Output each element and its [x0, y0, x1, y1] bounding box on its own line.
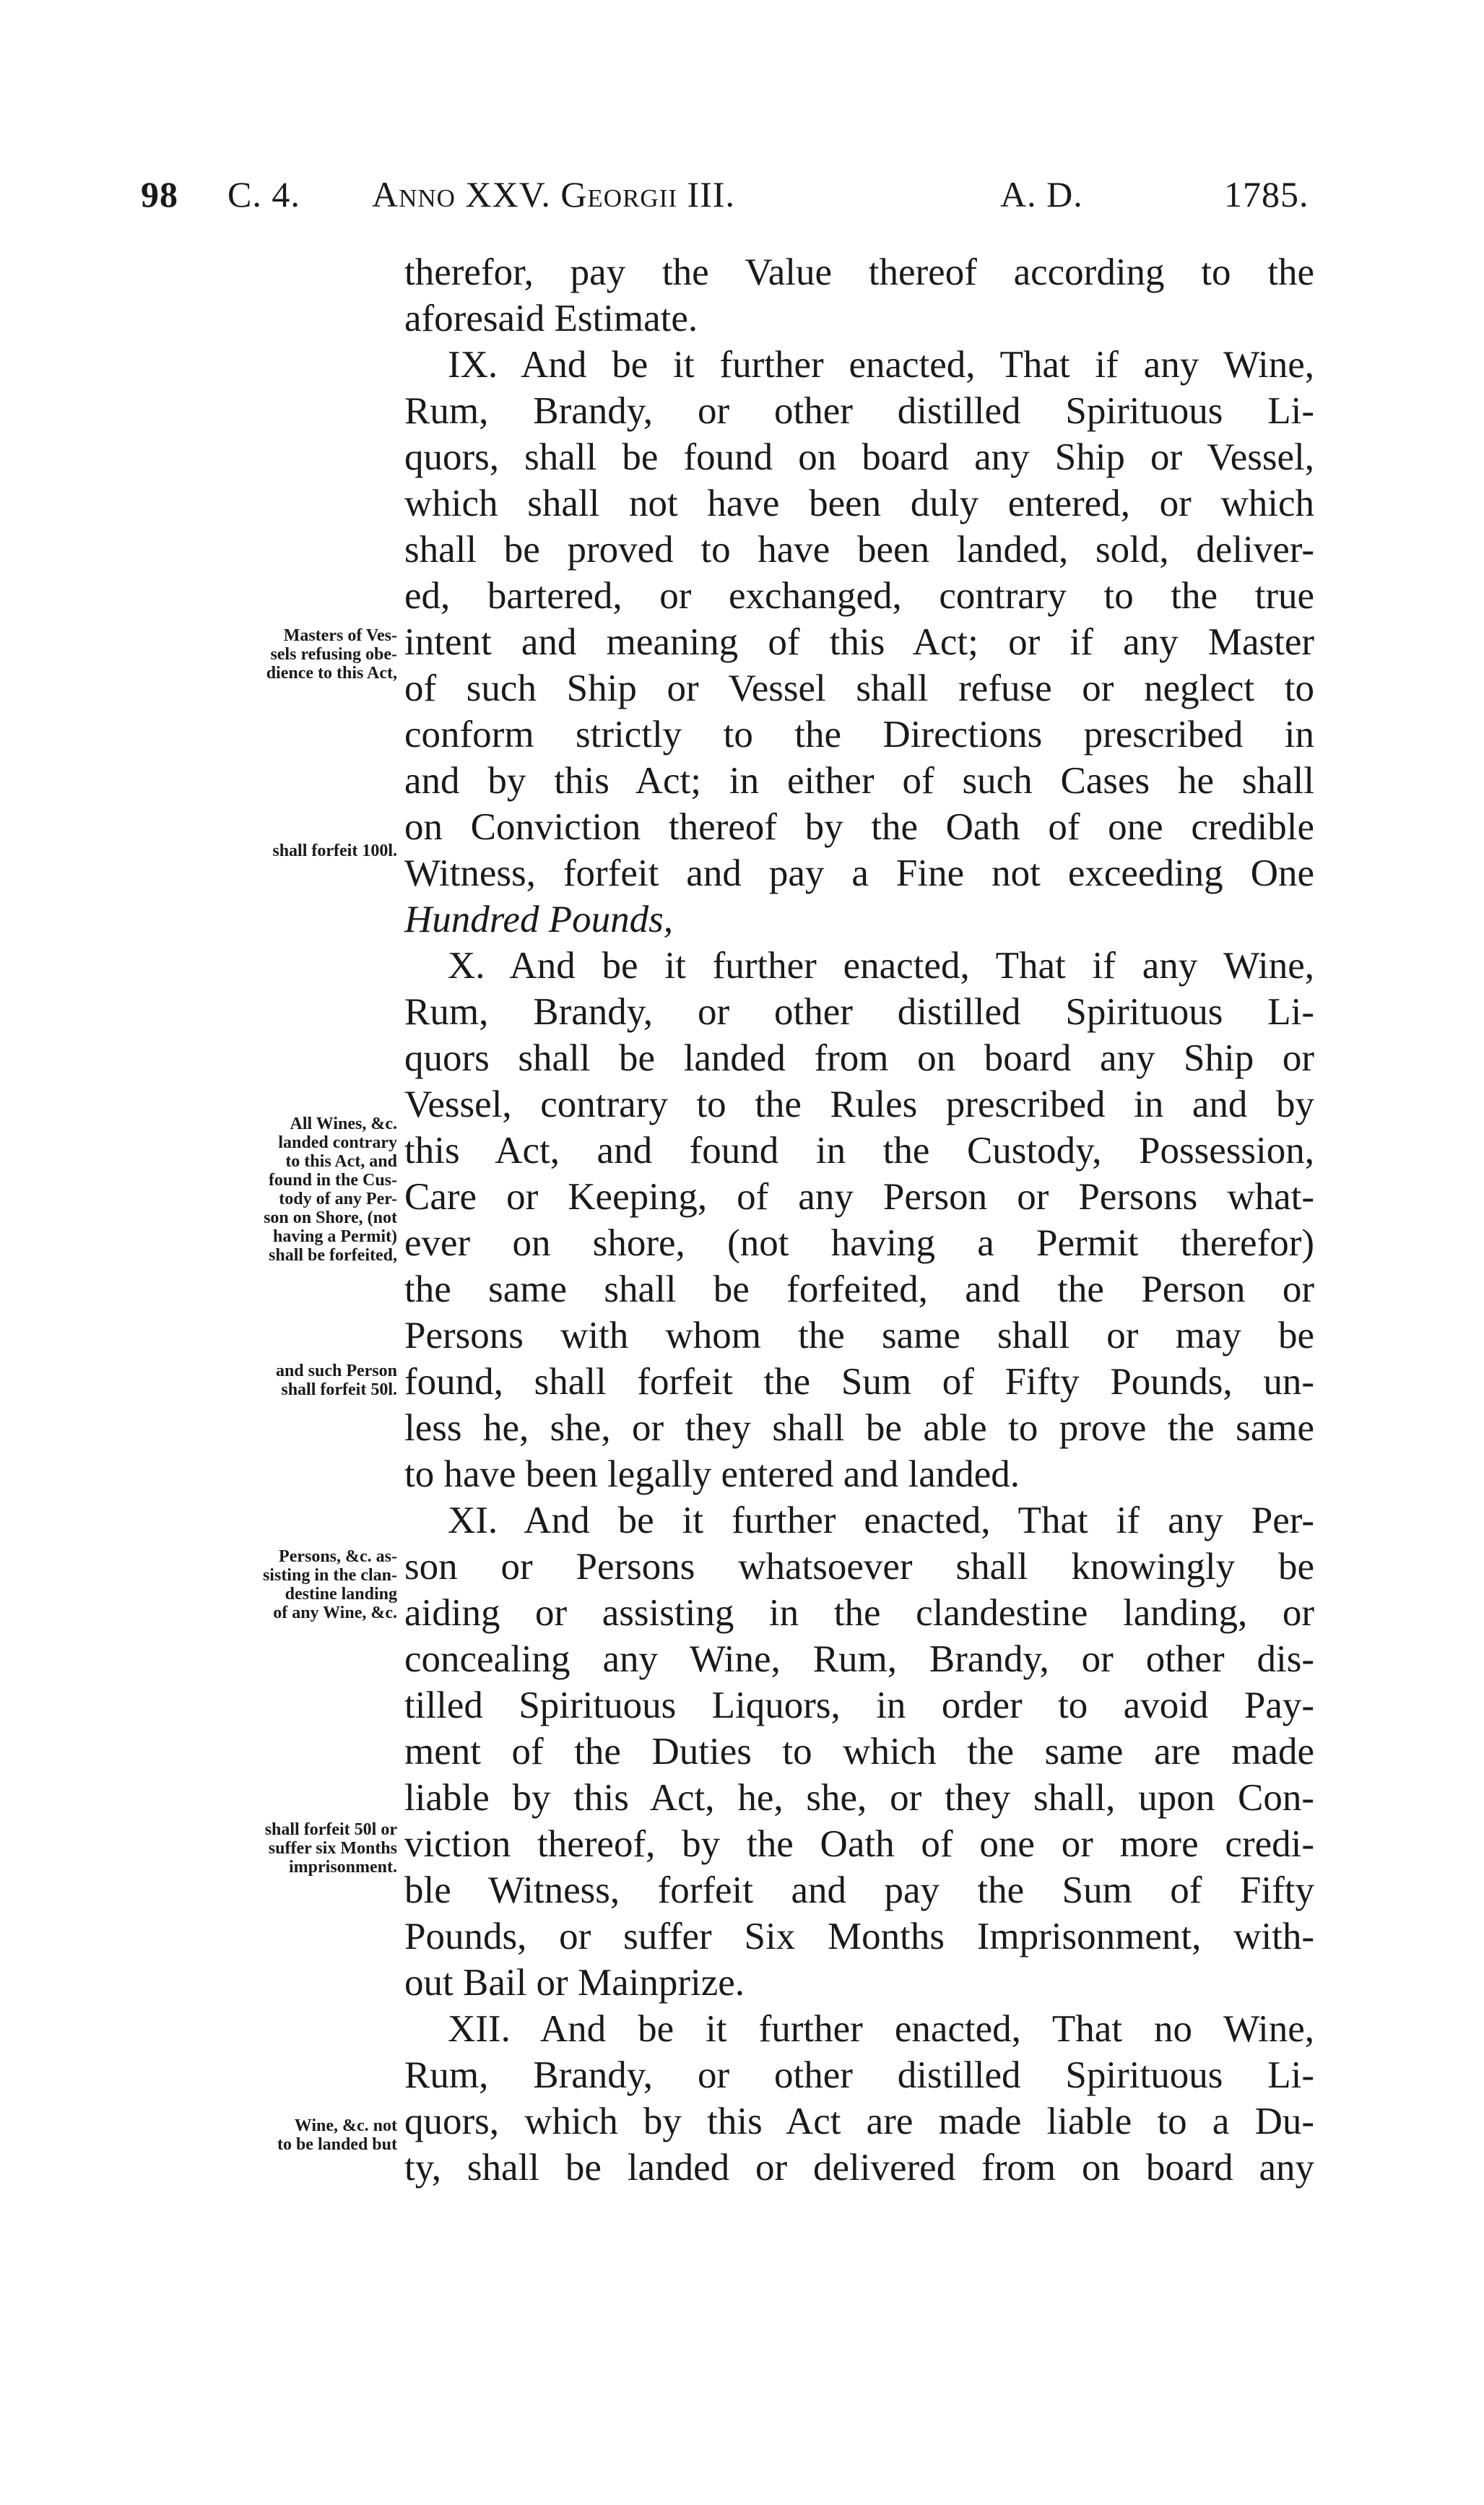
text-line: found, shall forfeit the Sum of Fifty Pounds, un- [404, 1361, 1314, 1403]
text-line: the same shall be forfeited, and the Person or [404, 1268, 1314, 1310]
text-line: intent and meaning of this Act; or if any Master [404, 621, 1314, 663]
text-line: out Bail or Mainprize. [404, 1962, 745, 2004]
margin-note-line: dience to this Act, [266, 664, 397, 683]
margin-note-person-forfeit-50 [137, 1362, 397, 1399]
text-line: Pounds, or suffer Six Months Imprisonment, with- [404, 1916, 1314, 1957]
running-header [141, 173, 1311, 224]
year: 1785. [1224, 174, 1309, 215]
margin-note-line: sisting in the clan- [262, 1566, 397, 1585]
text-line: son or Persons whatsoever shall knowingly be [404, 1546, 1314, 1588]
text-line: Care or Keeping, of any Person or Persons what- [404, 1176, 1314, 1218]
text-line: this Act, and found in the Custody, Possession, [404, 1130, 1314, 1172]
text-line: ment of the Duties to which the same are made [404, 1731, 1314, 1773]
text-line: to have been legally entered and landed. [404, 1453, 1020, 1495]
text-line: quors, which by this Act are made liable to a Du- [404, 2101, 1314, 2142]
anno-domini: A. D. [1000, 174, 1083, 215]
margin-note-line: All Wines, &c. [290, 1115, 397, 1133]
text-line: therefor, pay the Value thereof according to the [404, 251, 1314, 293]
margin-note-wines-forfeited [137, 1115, 397, 1265]
margin-note-line: son on Shore, (not [264, 1208, 397, 1227]
margin-note-line: and such Person [275, 1362, 397, 1380]
margin-note-persons-assisting [137, 1547, 397, 1622]
margin-note-line: to this Act, and [285, 1152, 397, 1171]
margin-note-line: shall forfeit 50l. [281, 1380, 397, 1399]
margin-note-line: landed contrary [278, 1133, 397, 1152]
text-line: aiding or assisting in the clandestine landing, or [404, 1592, 1314, 1634]
section-xii-heading-line: XII. And be it further enacted, That no Wine, [448, 2008, 1314, 2050]
section-x-heading-line: X. And be it further enacted, That if any Wine, [448, 945, 1314, 987]
margin-note-line: tody of any Per- [279, 1190, 397, 1208]
margin-note-line: Persons, &c. as- [279, 1547, 397, 1566]
text-line: conform strictly to the Directions prescribed in [404, 714, 1314, 756]
text-line: quors shall be landed from on board any Ship or [404, 1037, 1314, 1079]
margin-note-line: of any Wine, &c. [273, 1604, 397, 1622]
text-line: liable by this Act, he, she, or they shall, upon Con- [404, 1777, 1314, 1819]
text-line: ed, bartered, or exchanged, contrary to the true [404, 575, 1314, 617]
margin-note-line: imprisonment. [289, 1858, 397, 1877]
margin-note-forfeit-100 [137, 842, 397, 860]
text-line: ever on shore, (not having a Permit therefor) [404, 1222, 1314, 1264]
margin-note-line: having a Permit) [273, 1227, 397, 1246]
text-line: Rum, Brandy, or other distilled Spirituous Li- [404, 2054, 1314, 2096]
text-line: less he, she, or they shall be able to prove the same [404, 1407, 1314, 1449]
text-line: shall be proved to have been landed, sold, deliver- [404, 529, 1314, 571]
text-line: Persons with whom the same shall or may be [404, 1315, 1314, 1357]
margin-note-line: to be landed but [277, 2135, 397, 2154]
margin-note-line: sels refusing obe- [270, 645, 397, 664]
text-line: aforesaid Estimate. [404, 298, 698, 339]
margin-note-line: shall be forfeited, [269, 1246, 397, 1265]
text-line: viction thereof, by the Oath of one or more credi- [404, 1823, 1314, 1865]
text-line: quors, shall be found on board any Ship or Vessel, [404, 436, 1314, 478]
margin-note-line: suffer six Months [268, 1839, 397, 1858]
margin-note-wine-not-landed [137, 2116, 397, 2154]
margin-note-line: destine landing [285, 1585, 397, 1604]
regnal-year: Anno XXV. Georgii III. [372, 174, 735, 215]
chapter-number: C. 4. [227, 174, 300, 215]
text-line: and by this Act; in either of such Cases he shall [404, 760, 1314, 802]
section-xi-heading-line: XI. And be it further enacted, That if any Per- [448, 1500, 1314, 1541]
text-line: Vessel, contrary to the Rules prescribed in and by [404, 1083, 1314, 1125]
text-line: of such Ship or Vessel shall refuse or neglect to [404, 667, 1314, 709]
text-line: ty, shall be landed or delivered from on board any [404, 2147, 1314, 2189]
margin-note-line: shall forfeit 100l. [272, 842, 397, 860]
margin-note-forfeit-or-imprisonment [137, 1820, 397, 1877]
margin-note-line: Wine, &c. not [294, 2116, 397, 2135]
margin-note-line: Masters of Ves- [283, 626, 397, 645]
text-line: concealing any Wine, Rum, Brandy, or other dis- [404, 1638, 1314, 1680]
text-line: on Conviction thereof by the Oath of one credible [404, 806, 1314, 848]
margin-note-masters [137, 626, 397, 683]
text-line: tilled Spirituous Liquors, in order to avoid Pay- [404, 1684, 1314, 1726]
margin-note-line: shall forfeit 50l or [264, 1820, 397, 1839]
text-line: Hundred Pounds, [404, 899, 673, 940]
text-line: which shall not have been duly entered, or which [404, 483, 1314, 524]
text-line: ble Witness, forfeit and pay the Sum of Fifty [404, 1869, 1314, 1911]
margin-note-line: found in the Cus- [268, 1171, 397, 1190]
text-line: Rum, Brandy, or other distilled Spirituous Li- [404, 991, 1314, 1033]
section-ix-heading-line: IX. And be it further enacted, That if any Wine, [448, 344, 1314, 386]
page-number: 98 [141, 174, 178, 215]
text-line: Rum, Brandy, or other distilled Spirituous Li- [404, 390, 1314, 432]
text-line: Witness, forfeit and pay a Fine not exceeding One [404, 852, 1314, 894]
